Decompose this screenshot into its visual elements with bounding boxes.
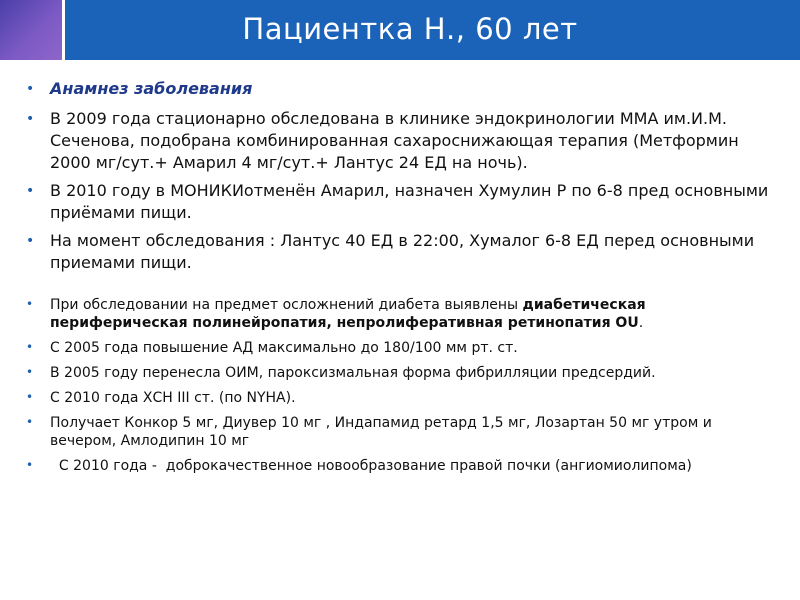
bullet-icon: • bbox=[26, 111, 35, 127]
bullet-icon: • bbox=[26, 415, 34, 429]
slide-body bbox=[26, 78, 776, 482]
title-bar bbox=[0, 0, 800, 60]
list-item bbox=[26, 108, 776, 174]
medications-note: Получает Конкор 5 мг, Диувер 10 мг , Индапамид ретард 1,5 мг, Лозартан 50 мг утром и вечером, Амлодипин 10 мг bbox=[50, 415, 712, 449]
list-item bbox=[26, 180, 776, 224]
list-item bbox=[26, 414, 776, 450]
heart-failure-note: С 2010 года ХСН III ст. (по NYHA). bbox=[50, 390, 296, 406]
list-item bbox=[26, 457, 776, 475]
section-heading: Анамнез заболевания bbox=[50, 79, 253, 98]
secondary-bullet-list bbox=[26, 296, 776, 475]
bullet-icon: • bbox=[26, 390, 34, 404]
bullet-icon: • bbox=[26, 365, 34, 379]
list-item bbox=[26, 339, 776, 357]
main-bullet-list bbox=[26, 78, 776, 274]
bullet-icon: • bbox=[26, 297, 34, 311]
complications-suffix: . bbox=[638, 315, 644, 331]
infarction-note: В 2005 году перенесла ОИМ, пароксизмальная форма фибрилляции предсердий. bbox=[50, 365, 656, 381]
list-item bbox=[26, 364, 776, 382]
complications-prefix: При обследовании на предмет осложнений диабета выявлены bbox=[50, 297, 523, 313]
current-therapy: На момент обследования : Лантус 40 ЕД в 22:00, Хумалог 6-8 ЕД перед основными приемами пищи. bbox=[50, 231, 755, 272]
bullet-icon: • bbox=[26, 340, 34, 354]
list-item bbox=[26, 296, 776, 332]
bullet-icon: • bbox=[26, 81, 35, 97]
bullet-icon: • bbox=[26, 233, 35, 249]
bullet-icon: • bbox=[26, 458, 34, 472]
hypertension-note: С 2005 года повышение АД максимально до 180/100 мм рт. ст. bbox=[50, 340, 518, 356]
list-item bbox=[26, 230, 776, 274]
list-item bbox=[26, 389, 776, 407]
bullet-icon: • bbox=[26, 183, 35, 199]
slide-title: Пациентка Н., 60 лет bbox=[242, 12, 578, 46]
complications-diagnosis: диабетическая периферическая полинейропатия, непролиферативная ретинопатия OU bbox=[50, 297, 646, 331]
section-heading-item bbox=[26, 78, 776, 100]
history-2009: В 2009 года стационарно обследована в клинике эндокринологии ММА им.И.М. Сеченова, подобрана комбинированная сахароснижающая терапия (Метформин 2000 мг/сут.+ Амарил 4 мг/сут.+ Лантус 24 ЕД на ночь). bbox=[50, 109, 739, 172]
kidney-note: С 2010 года - доброкачественное новообразование правой почки (ангиомиолипома) bbox=[50, 458, 692, 474]
history-2010: В 2010 году в МОНИКИотменён Амарил, назначен Хумулин Р по 6-8 пред основными приёмами пищи. bbox=[50, 181, 769, 222]
